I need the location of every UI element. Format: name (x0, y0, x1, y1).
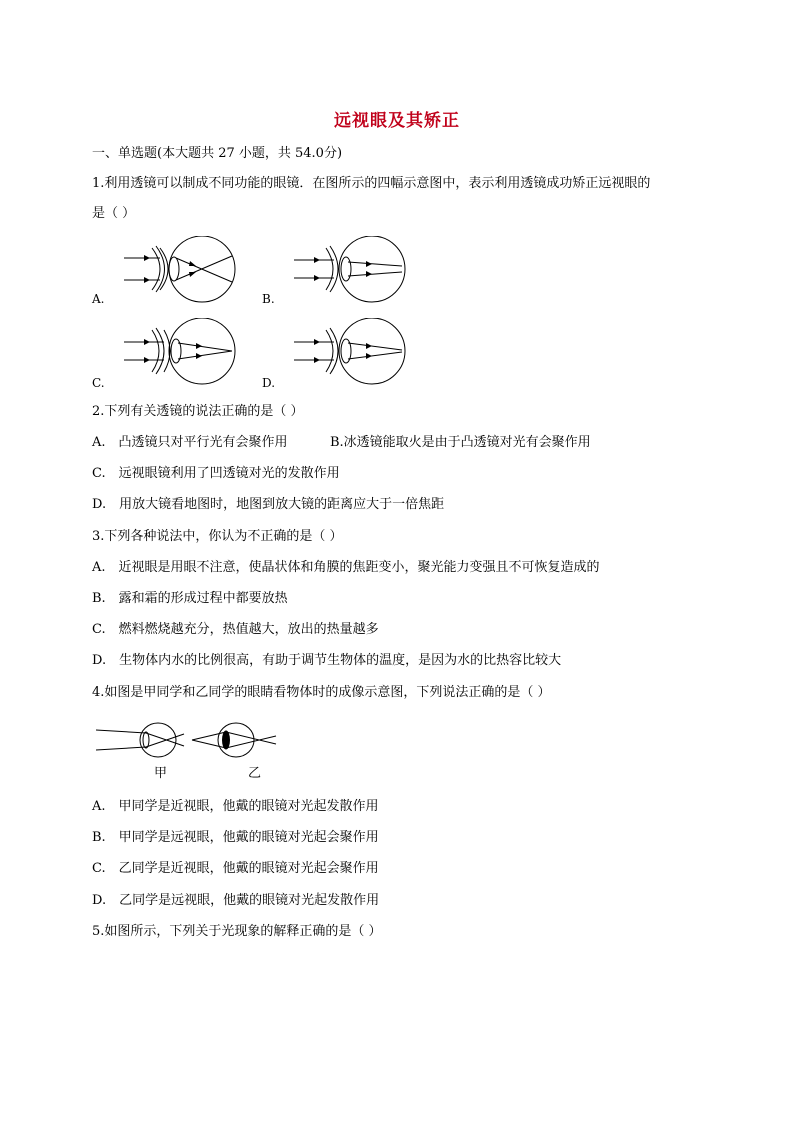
q1-figure-b (290, 236, 410, 306)
q4-figure-label-jia: 甲 (154, 766, 168, 781)
q4-figure-jia (96, 722, 186, 758)
q4-figure-label-yi: 乙 (248, 766, 262, 781)
q1-label-b: B. (262, 292, 275, 306)
q1-figure-c (120, 318, 240, 388)
q3-stem: 3.下列各种说法中，你认为不正确的是（ ） (92, 529, 343, 544)
q1-label-c: C. (92, 376, 105, 390)
q3-option-d: D. 生物体内水的比例很高，有助于调节生物体的温度，是因为水的比热容比较大 (92, 653, 562, 668)
q3-option-a: A. 近视眼是用眼不注意，使晶状体和角膜的焦距变小，聚光能力变强且不可恢复造成的 (92, 560, 600, 575)
q3-option-b: B. 露和霜的形成过程中都要放热 (92, 591, 288, 606)
q3-option-c: C. 燃料燃烧越充分，热值越大，放出的热量越多 (92, 622, 379, 637)
section-header: 一、单选题(本大题共 27 小题，共 54.0分) (92, 146, 343, 161)
q4-option-d: D. 乙同学是远视眼，他戴的眼镜对光起发散作用 (92, 893, 380, 908)
q4-figure-yi (190, 722, 280, 758)
q2-stem: 2.下列有关透镜的说法正确的是（ ） (92, 404, 304, 419)
q1-figure-d (290, 318, 410, 388)
q4-option-a: A. 甲同学是近视眼，他戴的眼镜对光起发散作用 (92, 799, 379, 814)
q2-option-a: A. 凸透镜只对平行光有会聚作用 (92, 435, 288, 450)
q2-option-b: B.冰透镜能取火是由于凸透镜对光有会聚作用 (330, 435, 591, 450)
q1-stem-line1: 1.利用透镜可以制成不同功能的眼镜．在图所示的四幅示意图中，表示利用透镜成功矫正远视眼的 (92, 176, 651, 191)
page-title: 远视眼及其矫正 (334, 111, 460, 131)
q5-stem: 5.如图所示，下列关于光现象的解释正确的是（ ） (92, 924, 382, 939)
q4-stem: 4.如图是甲同学和乙同学的眼睛看物体时的成像示意图，下列说法正确的是（ ） (92, 685, 551, 700)
q4-option-b: B. 甲同学是远视眼，他戴的眼镜对光起会聚作用 (92, 830, 379, 845)
q4-option-c: C. 乙同学是近视眼，他戴的眼镜对光起会聚作用 (92, 861, 379, 876)
q1-stem-line2: 是（ ） (92, 206, 136, 221)
q1-label-a: A. (92, 292, 105, 306)
q1-label-d: D. (262, 376, 276, 390)
q2-option-c: C. 远视眼镜利用了凹透镜对光的发散作用 (92, 466, 340, 481)
q1-figure-a (120, 236, 240, 306)
q2-option-d: D. 用放大镜看地图时，地图到放大镜的距离应大于一倍焦距 (92, 497, 445, 512)
